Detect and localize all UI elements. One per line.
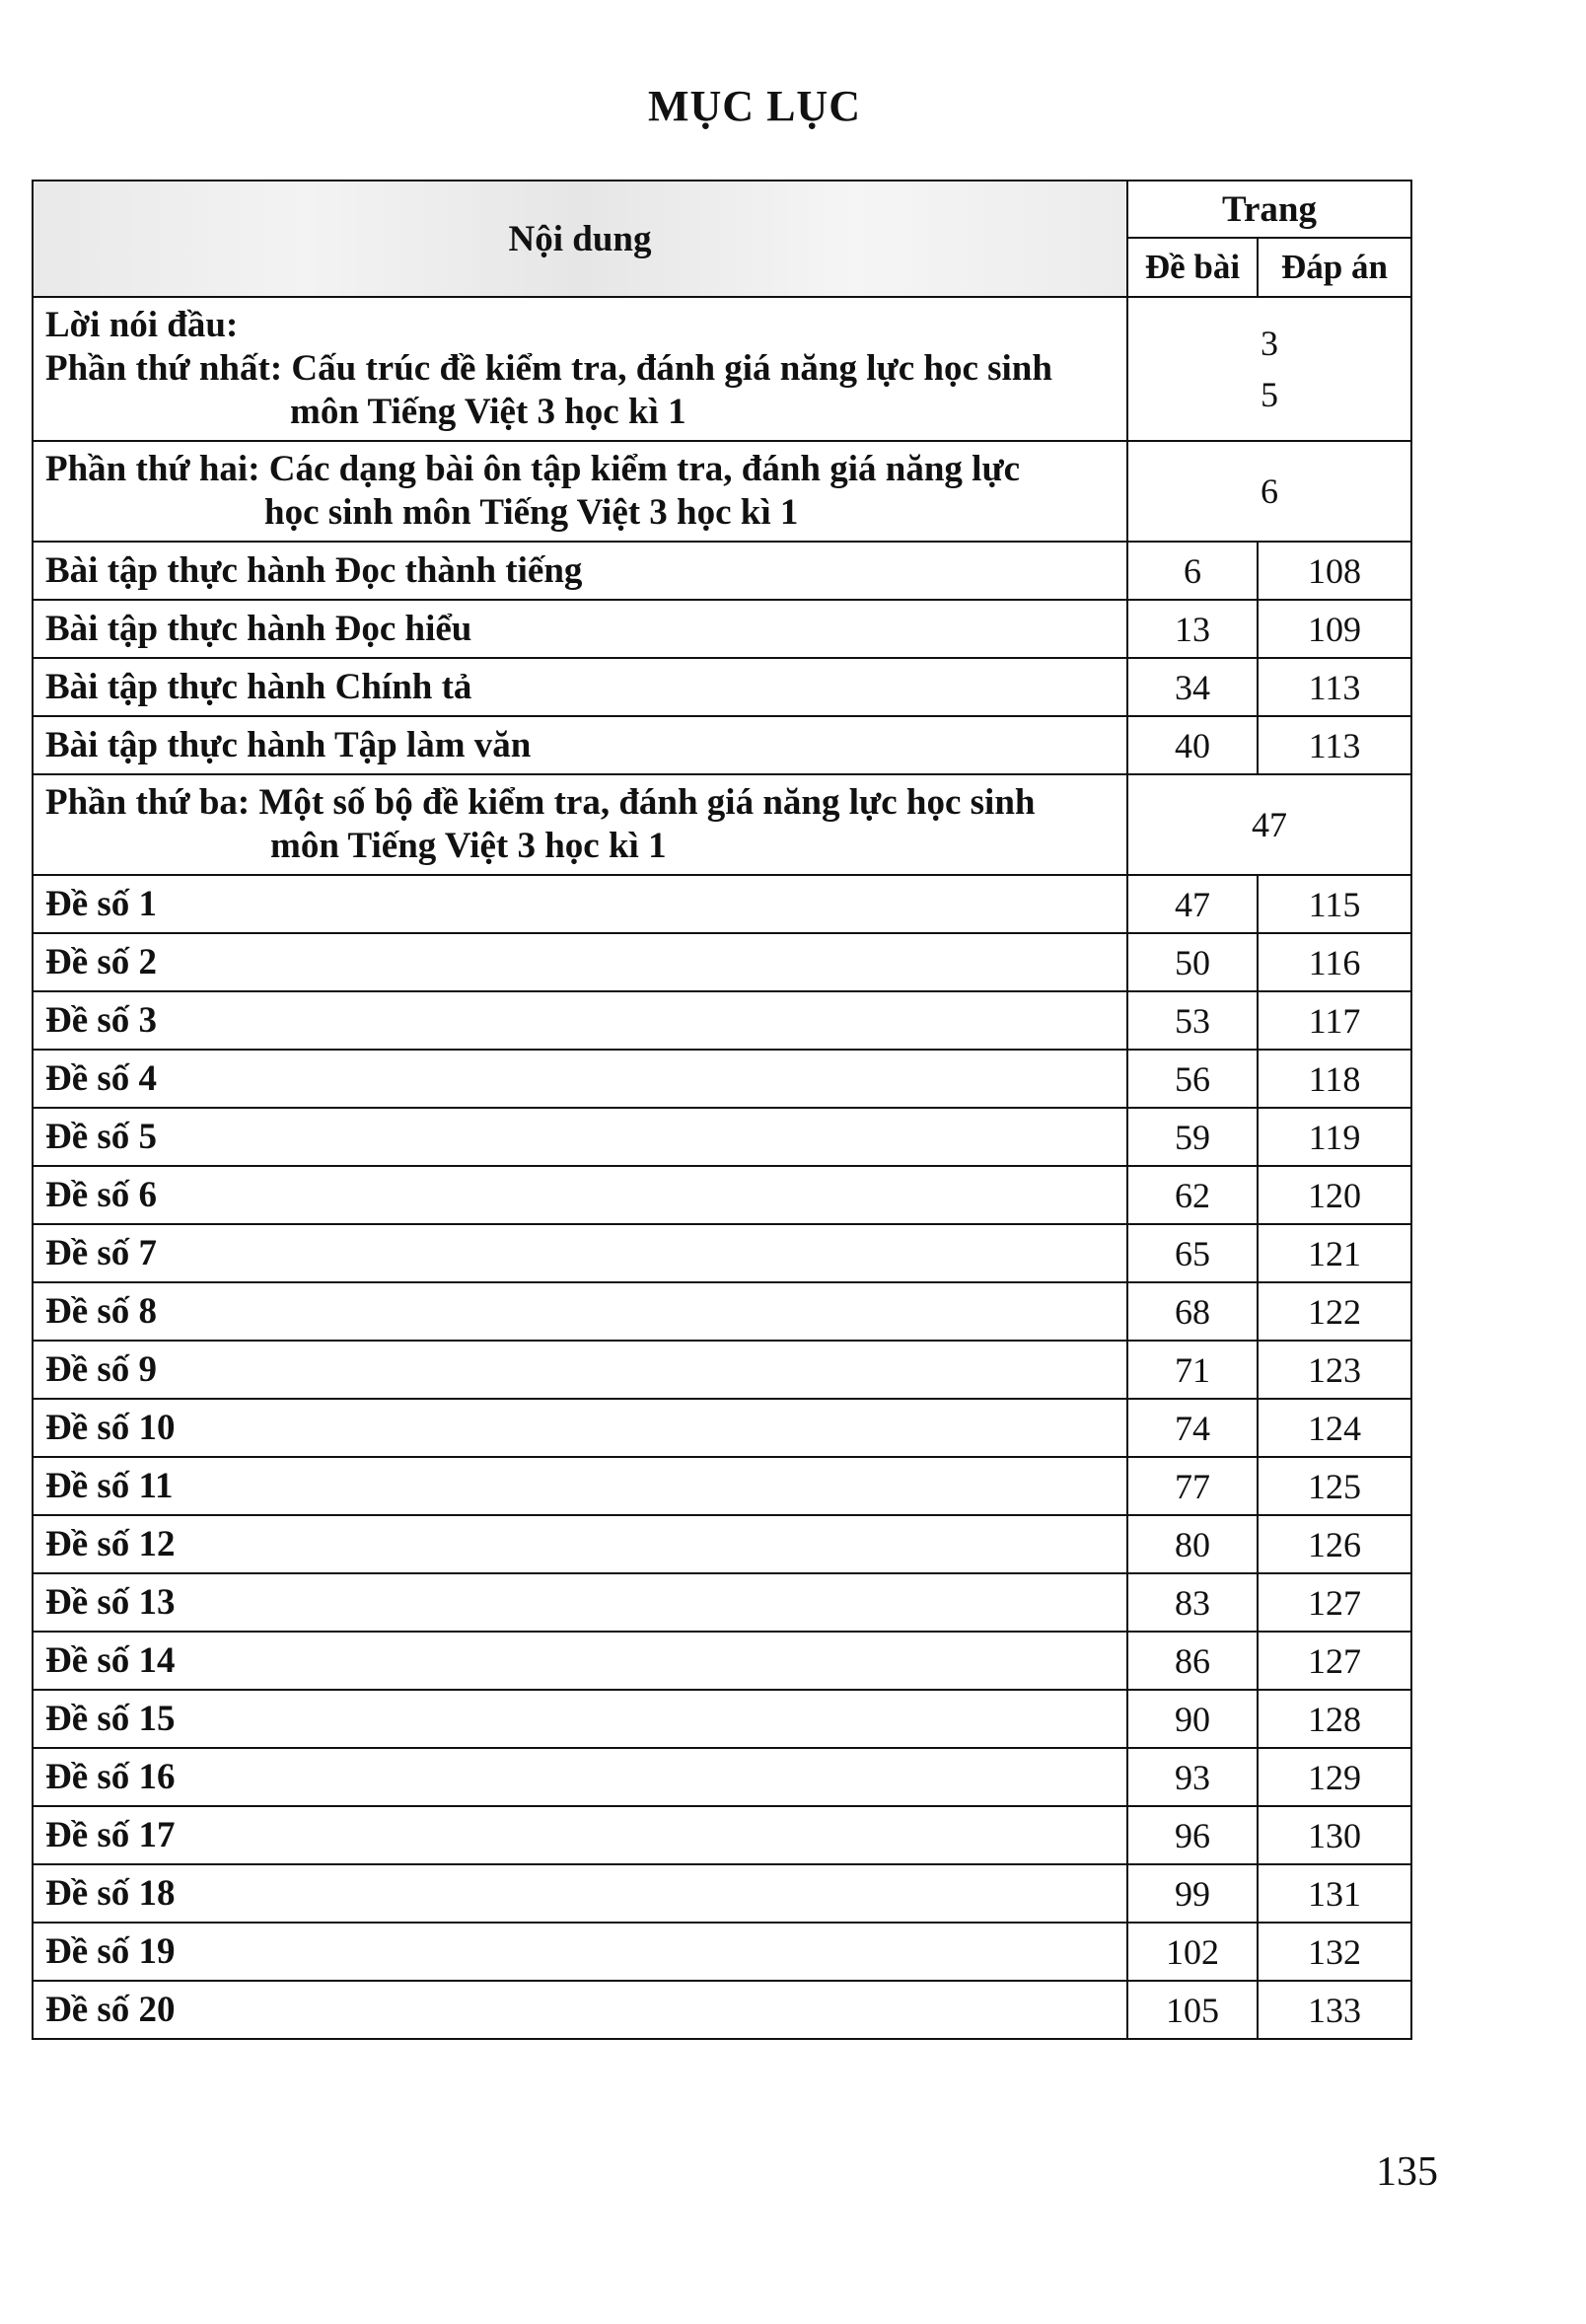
entry-answer-page: 133 bbox=[1258, 1981, 1411, 2039]
entry-answer-page: 123 bbox=[1258, 1341, 1411, 1399]
exercise-row bbox=[33, 600, 1411, 658]
entry-title: Đề số 12 bbox=[33, 1515, 1127, 1573]
test-row bbox=[33, 1923, 1411, 1981]
entry-answer-page: 122 bbox=[1258, 1282, 1411, 1341]
entry-page: 74 bbox=[1127, 1399, 1258, 1457]
entry-answer-page: 108 bbox=[1258, 542, 1411, 600]
test-row bbox=[33, 1515, 1411, 1573]
intro-pages bbox=[1127, 297, 1411, 441]
test-row bbox=[33, 1632, 1411, 1690]
entry-title: Bài tập thực hành Đọc hiểu bbox=[33, 600, 1127, 658]
entry-answer-page: 127 bbox=[1258, 1632, 1411, 1690]
part2-cell bbox=[33, 441, 1127, 542]
part2-title: Phần thứ hai: Các dạng bài ôn tập kiểm tra, đánh giá năng lực bbox=[45, 449, 1021, 489]
test-row bbox=[33, 1166, 1411, 1224]
test-row bbox=[33, 1864, 1411, 1923]
entry-title: Đề số 2 bbox=[33, 933, 1127, 991]
test-row bbox=[33, 1108, 1411, 1166]
entry-page: 40 bbox=[1127, 716, 1258, 774]
entry-page: 71 bbox=[1127, 1341, 1258, 1399]
entry-answer-page: 115 bbox=[1258, 875, 1411, 933]
entry-answer-page: 109 bbox=[1258, 600, 1411, 658]
test-row bbox=[33, 1224, 1411, 1282]
entry-page: 59 bbox=[1127, 1108, 1258, 1166]
entry-answer-page: 124 bbox=[1258, 1399, 1411, 1457]
test-row bbox=[33, 875, 1411, 933]
table-of-contents bbox=[32, 180, 1412, 2040]
entry-page: 6 bbox=[1127, 542, 1258, 600]
entry-page: 56 bbox=[1127, 1050, 1258, 1108]
entry-title: Đề số 20 bbox=[33, 1981, 1127, 2039]
entry-answer-page: 127 bbox=[1258, 1573, 1411, 1632]
entry-title: Đề số 16 bbox=[33, 1748, 1127, 1806]
entry-answer-page: 113 bbox=[1258, 716, 1411, 774]
entry-answer-page: 117 bbox=[1258, 991, 1411, 1050]
intro-cell bbox=[33, 297, 1127, 441]
entry-page: 80 bbox=[1127, 1515, 1258, 1573]
entry-title: Đề số 1 bbox=[33, 875, 1127, 933]
page-number: 135 bbox=[1376, 2149, 1438, 2195]
entry-answer-page: 126 bbox=[1258, 1515, 1411, 1573]
entry-answer-page: 128 bbox=[1258, 1690, 1411, 1748]
entry-title: Đề số 14 bbox=[33, 1632, 1127, 1690]
test-row bbox=[33, 1282, 1411, 1341]
test-row bbox=[33, 1050, 1411, 1108]
entry-page: 68 bbox=[1127, 1282, 1258, 1341]
entry-title: Đề số 3 bbox=[33, 991, 1127, 1050]
entry-answer-page: 119 bbox=[1258, 1108, 1411, 1166]
entry-answer-page: 118 bbox=[1258, 1050, 1411, 1108]
part3-subtitle: môn Tiếng Việt 3 học kì 1 bbox=[270, 826, 667, 866]
entry-title: Đề số 7 bbox=[33, 1224, 1127, 1282]
entry-title: Đề số 8 bbox=[33, 1282, 1127, 1341]
entry-page: 99 bbox=[1127, 1864, 1258, 1923]
entry-page: 53 bbox=[1127, 991, 1258, 1050]
header-exercise: Đề bài bbox=[1127, 238, 1258, 297]
entry-page: 86 bbox=[1127, 1632, 1258, 1690]
entry-title: Bài tập thực hành Chính tả bbox=[33, 658, 1127, 716]
entry-answer-page: 121 bbox=[1258, 1224, 1411, 1282]
entry-title: Đề số 17 bbox=[33, 1806, 1127, 1864]
entry-answer-page: 129 bbox=[1258, 1748, 1411, 1806]
entry-title: Đề số 5 bbox=[33, 1108, 1127, 1166]
entry-answer-page: 132 bbox=[1258, 1923, 1411, 1981]
test-row bbox=[33, 1457, 1411, 1515]
test-row bbox=[33, 1341, 1411, 1399]
part1-page: 5 bbox=[1261, 375, 1278, 414]
header-content: Nội dung bbox=[33, 181, 1127, 297]
test-row bbox=[33, 1748, 1411, 1806]
part2-row bbox=[33, 441, 1411, 542]
entry-title: Đề số 15 bbox=[33, 1690, 1127, 1748]
entry-title: Bài tập thực hành Tập làm văn bbox=[33, 716, 1127, 774]
page-title: MỤC LỤC bbox=[648, 82, 861, 130]
part3-page: 47 bbox=[1127, 774, 1411, 875]
test-row bbox=[33, 1690, 1411, 1748]
entry-answer-page: 130 bbox=[1258, 1806, 1411, 1864]
entry-answer-page: 113 bbox=[1258, 658, 1411, 716]
entry-answer-page: 116 bbox=[1258, 933, 1411, 991]
entry-page: 47 bbox=[1127, 875, 1258, 933]
part3-row bbox=[33, 774, 1411, 875]
test-row bbox=[33, 1981, 1411, 2039]
entry-answer-page: 125 bbox=[1258, 1457, 1411, 1515]
entry-title: Đề số 4 bbox=[33, 1050, 1127, 1108]
entry-page: 105 bbox=[1127, 1981, 1258, 2039]
test-row bbox=[33, 1573, 1411, 1632]
entry-page: 93 bbox=[1127, 1748, 1258, 1806]
entry-title: Đề số 9 bbox=[33, 1341, 1127, 1399]
entry-title: Bài tập thực hành Đọc thành tiếng bbox=[33, 542, 1127, 600]
entry-page: 50 bbox=[1127, 933, 1258, 991]
entry-title: Đề số 6 bbox=[33, 1166, 1127, 1224]
entry-title: Đề số 18 bbox=[33, 1864, 1127, 1923]
entry-page: 83 bbox=[1127, 1573, 1258, 1632]
header-answer: Đáp án bbox=[1258, 238, 1411, 297]
entry-page: 90 bbox=[1127, 1690, 1258, 1748]
exercise-row bbox=[33, 716, 1411, 774]
part1-title: Phần thứ nhất: Cấu trúc đề kiểm tra, đánh giá năng lực học sinh bbox=[45, 348, 1052, 389]
part2-page: 6 bbox=[1127, 441, 1411, 542]
part3-cell bbox=[33, 774, 1127, 875]
entry-title: Đề số 13 bbox=[33, 1573, 1127, 1632]
entry-page: 102 bbox=[1127, 1923, 1258, 1981]
intro-heading: Lời nói đầu: bbox=[45, 305, 239, 345]
test-row bbox=[33, 933, 1411, 991]
exercise-row bbox=[33, 542, 1411, 600]
entry-page: 77 bbox=[1127, 1457, 1258, 1515]
part1-subtitle: môn Tiếng Việt 3 học kì 1 bbox=[290, 392, 686, 432]
entry-answer-page: 120 bbox=[1258, 1166, 1411, 1224]
test-row bbox=[33, 1806, 1411, 1864]
test-row bbox=[33, 1399, 1411, 1457]
entry-page: 13 bbox=[1127, 600, 1258, 658]
intro-page: 3 bbox=[1261, 324, 1278, 363]
part2-subtitle: học sinh môn Tiếng Việt 3 học kì 1 bbox=[264, 492, 799, 533]
entry-title: Đề số 19 bbox=[33, 1923, 1127, 1981]
part3-title: Phần thứ ba: Một số bộ đề kiểm tra, đánh giá năng lực học sinh bbox=[45, 782, 1036, 823]
entry-answer-page: 131 bbox=[1258, 1864, 1411, 1923]
exercise-row bbox=[33, 658, 1411, 716]
entry-page: 62 bbox=[1127, 1166, 1258, 1224]
entry-page: 65 bbox=[1127, 1224, 1258, 1282]
intro-row bbox=[33, 297, 1411, 441]
entry-title: Đề số 11 bbox=[33, 1457, 1127, 1515]
test-row bbox=[33, 991, 1411, 1050]
header-pages: Trang bbox=[1127, 181, 1411, 238]
entry-page: 96 bbox=[1127, 1806, 1258, 1864]
entry-page: 34 bbox=[1127, 658, 1258, 716]
entry-title: Đề số 10 bbox=[33, 1399, 1127, 1457]
